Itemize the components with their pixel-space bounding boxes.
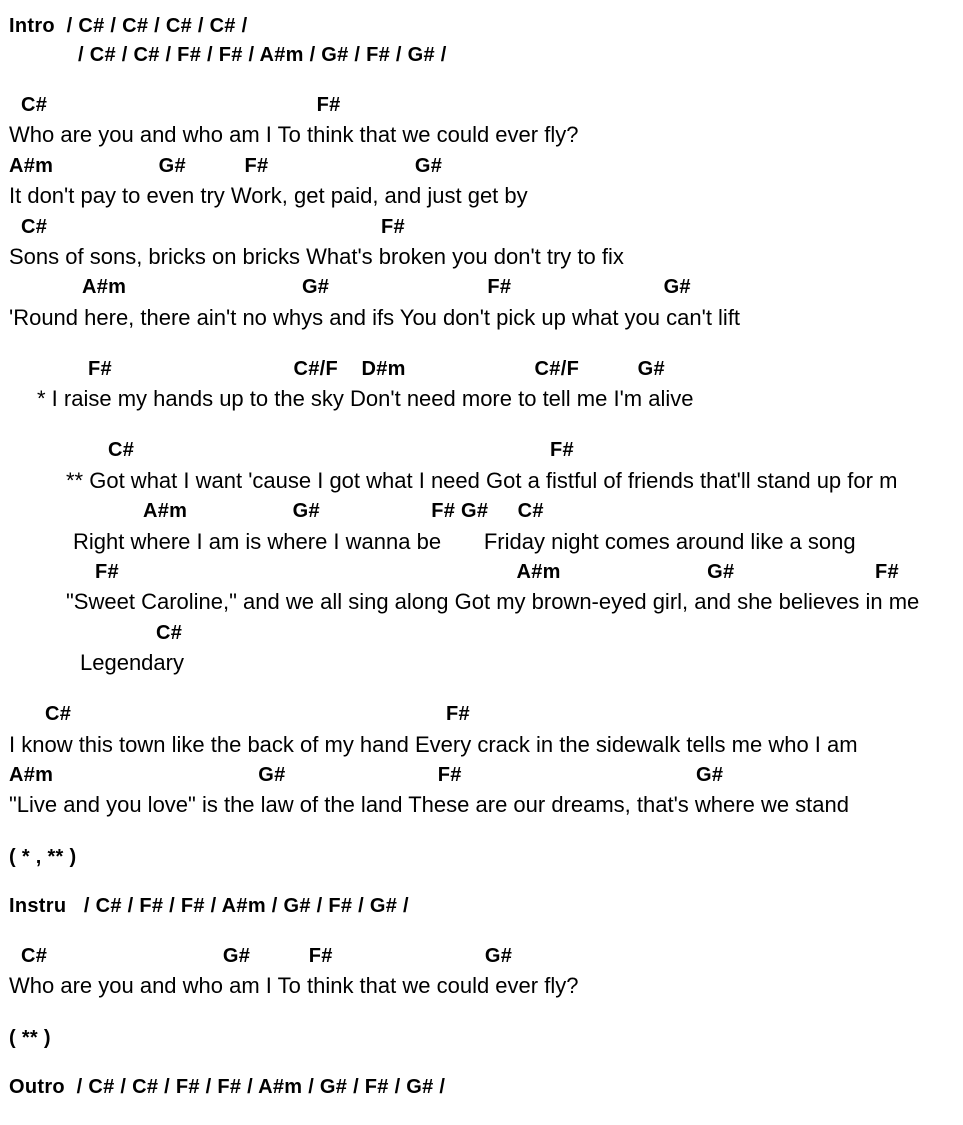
chorus-lyric-4: Legendary: [80, 650, 184, 675]
verse2-chords-2: A#m G# F# G#: [9, 764, 724, 786]
verse1-lyric-3: Sons of sons, bricks on bricks What's broken you don't try to fix: [9, 244, 624, 269]
chorus-lyric-2: Right where I am is where I wanna be Friday night comes around like a song: [73, 529, 856, 554]
verse1-chords-4: A#m G# F# G#: [82, 276, 691, 298]
verse1-chords-3: C# F#: [21, 216, 405, 238]
prechorus-chords: F# C#/F D#m C#/F G#: [88, 358, 665, 380]
intro-line-1: Intro / C# / C# / C# / C# /: [9, 15, 248, 37]
verse2-chords-1: C# F#: [45, 703, 470, 725]
chorus-chords-4: C#: [156, 622, 183, 644]
verse2-lyric-1: I know this town like the back of my hand Every crack in the sidewalk tells me who I am: [9, 732, 858, 757]
instrumental-line: Instru / C# / F# / F# / A#m / G# / F# / G# /: [9, 895, 409, 917]
verse3-chords-1: C# G# F# G#: [21, 945, 513, 967]
intro-line-2: / C# / C# / F# / F# / A#m / G# / F# / G# /: [78, 44, 447, 66]
outro-line: Outro / C# / C# / F# / F# / A#m / G# / F# / G# /: [9, 1076, 446, 1098]
verse1-chords-2: A#m G# F# G#: [9, 155, 443, 177]
chorus-chords-2: A#m G# F# G# C#: [143, 500, 544, 522]
repeat-marker-2: ( ** ): [9, 1027, 51, 1049]
chorus-lyric-1: ** Got what I want 'cause I got what I need Got a fistful of friends that'll stand up for m: [66, 468, 898, 493]
verse3-lyric-1: Who are you and who am I To think that we could ever fly?: [9, 973, 579, 998]
verse1-lyric-4: 'Round here, there ain't no whys and ifs You don't pick up what you can't lift: [9, 305, 741, 330]
chorus-chords-1: C# F#: [108, 439, 574, 461]
repeat-marker-1: ( * , ** ): [9, 846, 77, 868]
chorus-lyric-3: "Sweet Caroline," and we all sing along Got my brown-eyed girl, and she believes in me: [66, 589, 920, 614]
verse1-lyric-1: Who are you and who am I To think that we could ever fly?: [9, 122, 579, 147]
verse1-chords-1: C# F#: [21, 94, 341, 116]
chorus-chords-3: F# A#m G# F#: [95, 561, 899, 583]
prechorus-lyric: * I raise my hands up to the sky Don't need more to tell me I'm alive: [37, 386, 694, 411]
verse2-lyric-2: "Live and you love" is the law of the land These are our dreams, that's where we stand: [9, 792, 849, 817]
verse1-lyric-2: It don't pay to even try Work, get paid, and just get by: [9, 183, 528, 208]
